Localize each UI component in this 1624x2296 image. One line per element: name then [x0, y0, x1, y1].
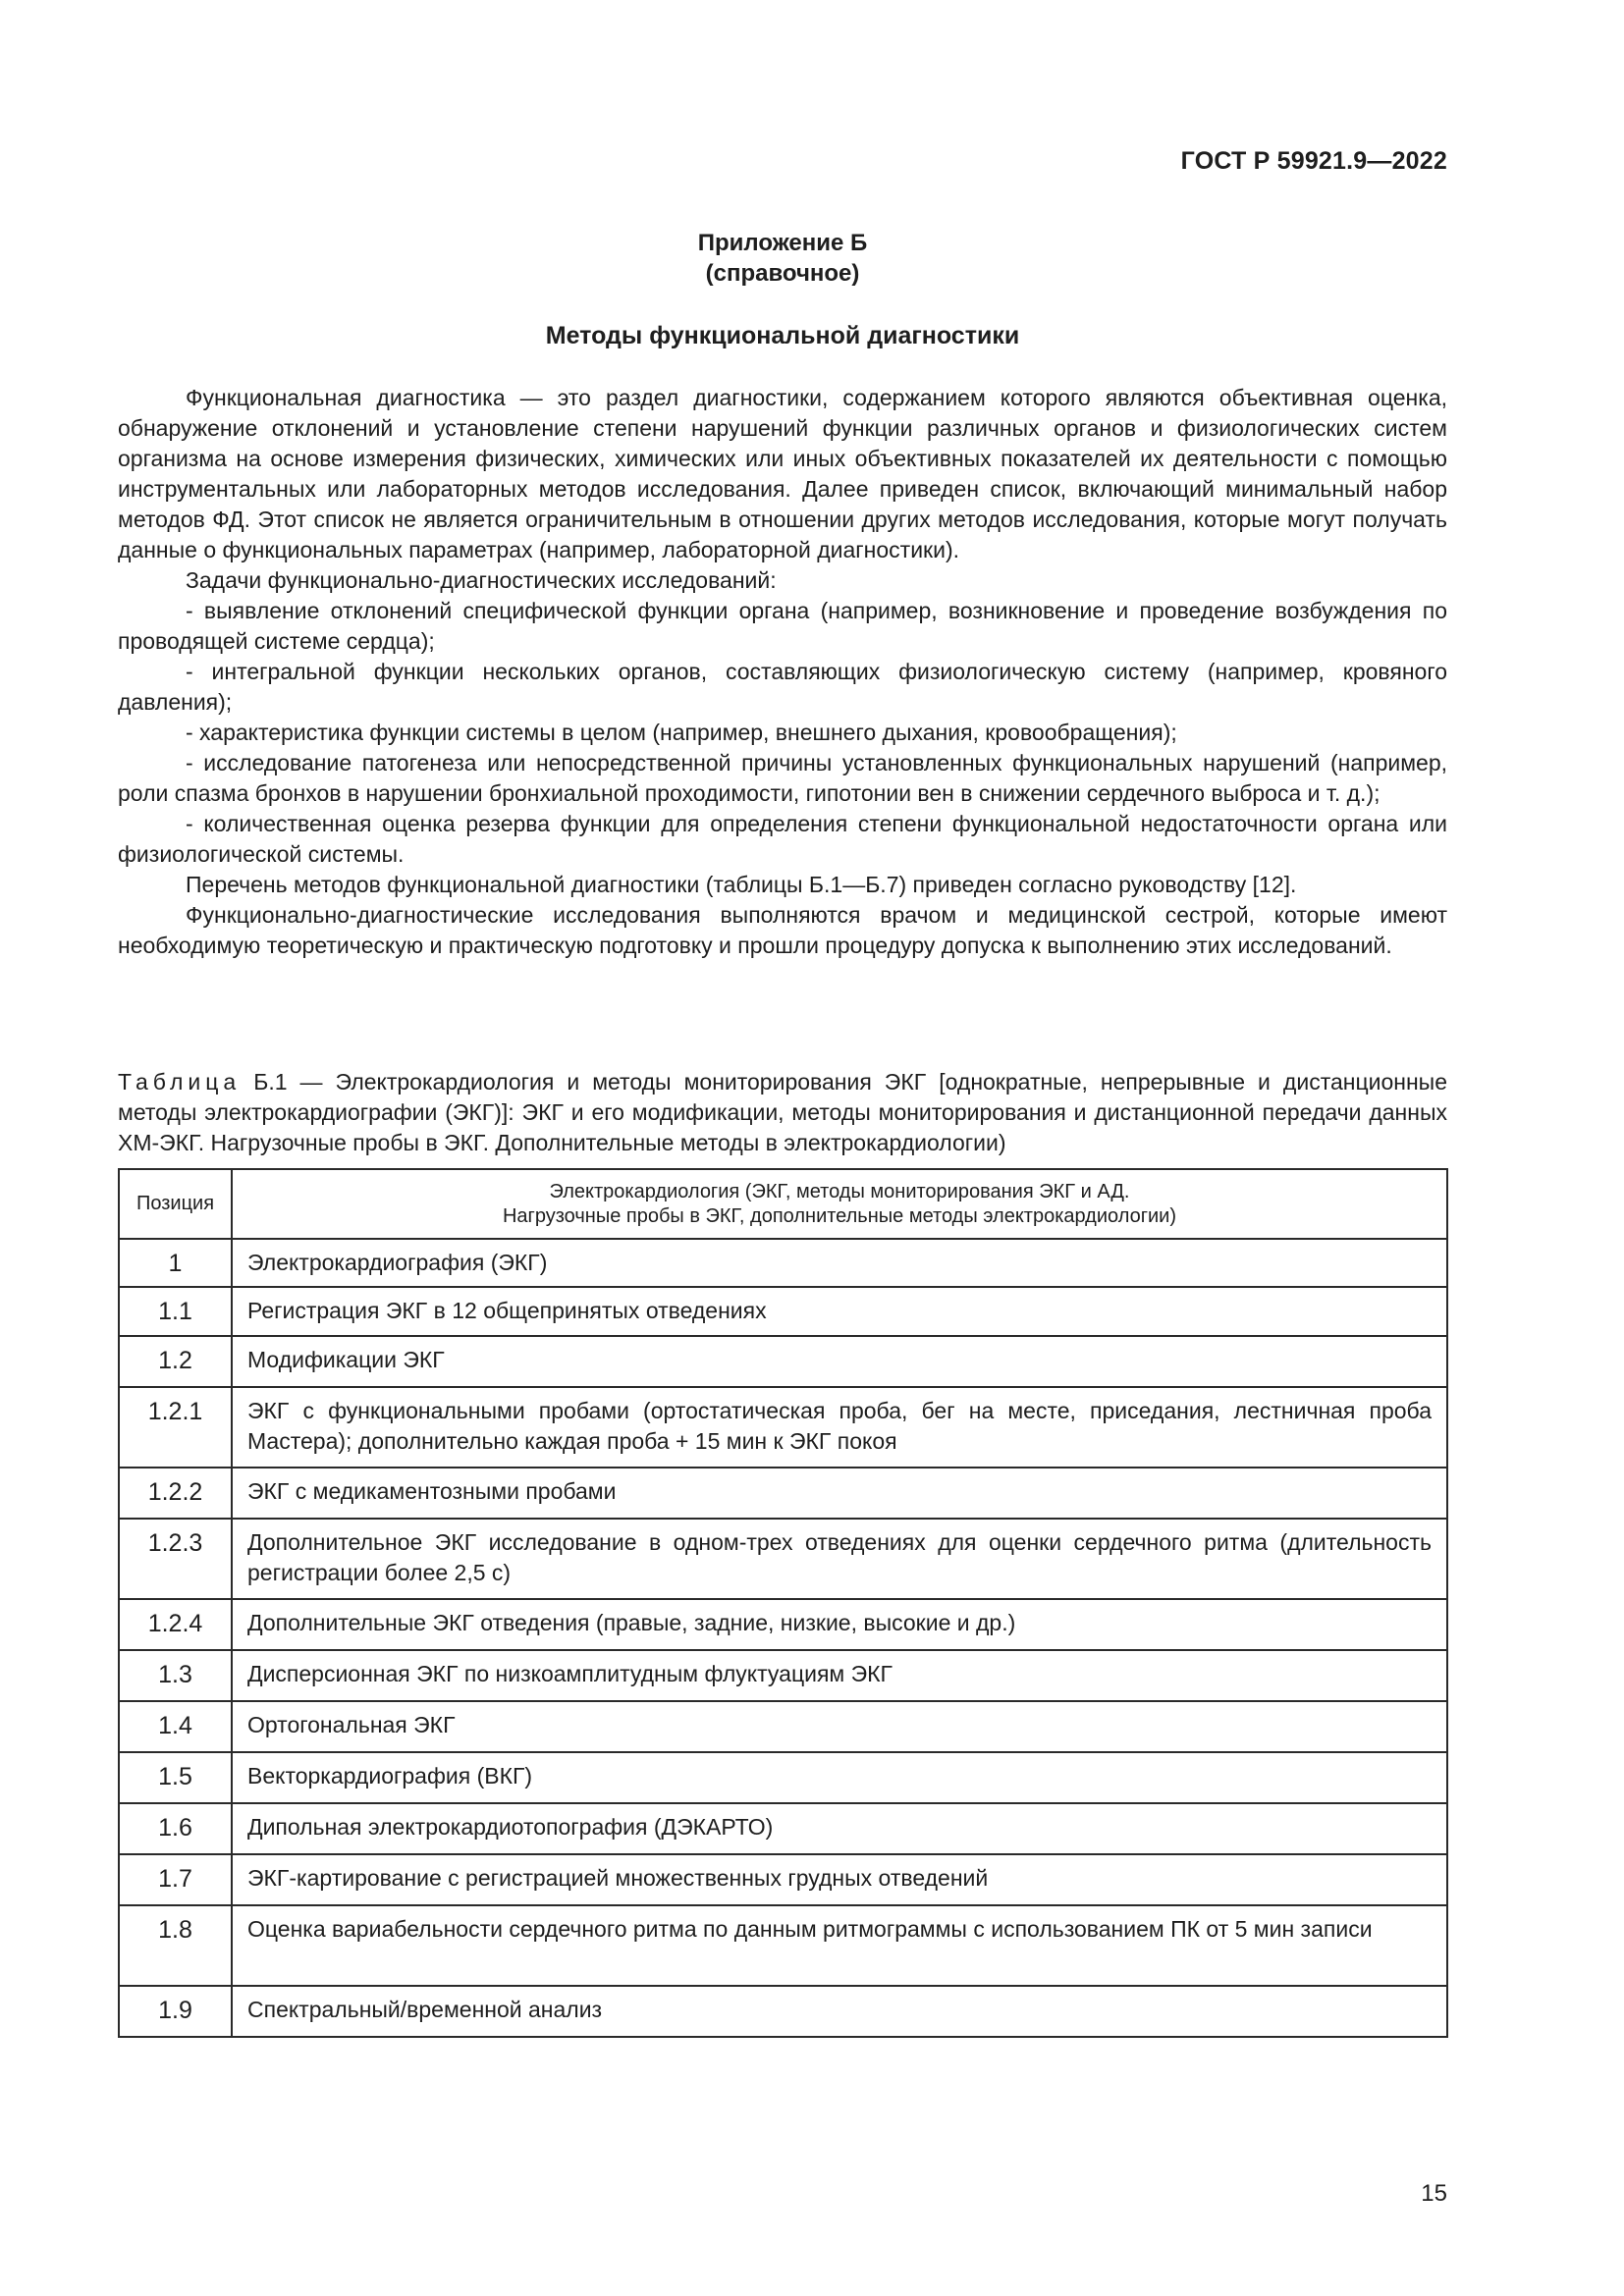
- page-number: 15: [1421, 2180, 1447, 2207]
- methods-table: [118, 1168, 1448, 2038]
- paragraph-intro: Функциональная диагностика — это раздел диагностики, содержанием которого являются объективная оценка, обнаружение отклонений и установление степени нарушений функции различных органов и физиологических систем организма на основе измерения физических, химических или иных объективных показателей их деятельности с помощью инструментальных или лабораторных методов исследования. Далее приведен список, включающий минимальный набор методов ФД. Этот список не является ограничительным в отношении других методов исследования, которые могут получать данные о функциональных параметрах (например, лабораторной диагностики).: [118, 385, 1447, 562]
- position-cell: 1.2.3: [119, 1519, 232, 1599]
- table-row: [119, 1468, 1447, 1519]
- method-cell: Ортогональная ЭКГ: [232, 1701, 1447, 1752]
- position-cell: 1.1: [119, 1287, 232, 1336]
- method-cell: Векторкардиография (ВКГ): [232, 1752, 1447, 1803]
- position-cell: 1.2: [119, 1336, 232, 1387]
- appendix-title: Приложение Б: [697, 230, 868, 256]
- method-cell: Дисперсионная ЭКГ по низкоамплитудным флуктуациям ЭКГ: [232, 1650, 1447, 1701]
- column-header-title-line: Нагрузочные пробы в ЭКГ, дополнительные методы электрокардиологии): [502, 1204, 1177, 1227]
- position-cell: 1.8: [119, 1905, 232, 1986]
- task-item: - исследование патогенеза или непосредственной причины установленных функциональных нарушений (например, роли спазма бронхов в нарушении бронхиальной проходимости, гипотонии вен в снижении сердечного выброса и т. д.);: [118, 750, 1447, 806]
- position-cell: 1.4: [119, 1701, 232, 1752]
- body-text: [118, 383, 1447, 961]
- position-cell: 1.5: [119, 1752, 232, 1803]
- appendix-heading: [118, 228, 1447, 289]
- table-caption: [118, 1067, 1447, 1158]
- method-cell: ЭКГ с функциональными пробами (ортостатическая проба, бег на месте, приседания, лестничная проба Мастера); дополнительно каждая проба + 15 мин к ЭКГ покоя: [232, 1387, 1447, 1468]
- table-row: [119, 1650, 1447, 1701]
- position-cell: 1.9: [119, 1986, 232, 2037]
- paragraph-methods-list: Перечень методов функциональной диагностики (таблицы Б.1—Б.7) приведен согласно руководству [12].: [186, 872, 1297, 897]
- table-caption-text: Б.1 — Электрокардиология и методы мониторирования ЭКГ [однократные, непрерывные и дистанционные методы электрокардиографии (ЭКГ)]: ЭКГ и его модификации, методы мониторирования и дистанционной передачи данных ХМ-ЭКГ. Нагрузочные пробы в ЭКГ. Дополнительные методы в электрокардиологии): [118, 1069, 1447, 1155]
- position-cell: 1.7: [119, 1854, 232, 1905]
- table-caption-label: Таблица: [118, 1069, 242, 1095]
- table-row: [119, 1854, 1447, 1905]
- method-cell: Регистрация ЭКГ в 12 общепринятых отведениях: [232, 1287, 1447, 1336]
- table-row: [119, 1599, 1447, 1650]
- table-row: [119, 1387, 1447, 1468]
- column-header-title-line: Электрокардиология (ЭКГ, методы мониторирования ЭКГ и АД.: [549, 1180, 1130, 1202]
- task-item: - характеристика функции системы в целом (например, внешнего дыхания, кровообращения);: [186, 720, 1177, 745]
- method-cell: Дополнительное ЭКГ исследование в одном-трех отведениях для оценки сердечного ритма (длительность регистрации более 2,5 с): [232, 1519, 1447, 1599]
- table-row: [119, 1752, 1447, 1803]
- table-row: [119, 1239, 1447, 1287]
- position-cell: 1.2.1: [119, 1387, 232, 1468]
- column-header-position: Позиция: [119, 1169, 232, 1239]
- task-item: - выявление отклонений специфической функции органа (например, возникновение и проведение возбуждения по проводящей системе сердца);: [118, 598, 1447, 654]
- position-cell: 1.2.2: [119, 1468, 232, 1519]
- paragraph-staff: Функционально-диагностические исследования выполняются врачом и медицинской сестрой, которые имеют необходимую теоретическую и практическую подготовку и прошли процедуру допуска к выполнению этих исследований.: [118, 902, 1447, 958]
- table-row: [119, 1986, 1447, 2037]
- table-row: [119, 1905, 1447, 1986]
- method-cell: ЭКГ-картирование с регистрацией множественных грудных отведений: [232, 1854, 1447, 1905]
- method-cell: Электрокардиография (ЭКГ): [232, 1239, 1447, 1287]
- method-cell: Модификации ЭКГ: [232, 1336, 1447, 1387]
- position-cell: 1: [119, 1239, 232, 1287]
- task-item: - количественная оценка резерва функции для определения степени функциональной недостаточности органа или физиологической системы.: [118, 811, 1447, 867]
- table-row: [119, 1336, 1447, 1387]
- table-row: [119, 1701, 1447, 1752]
- position-cell: 1.2.4: [119, 1599, 232, 1650]
- section-title: Методы функциональной диагностики: [545, 322, 1020, 349]
- position-cell: 1.6: [119, 1803, 232, 1854]
- method-cell: Оценка вариабельности сердечного ритма по данным ритмограммы с использованием ПК от 5 мин записи: [232, 1905, 1447, 1986]
- appendix-subtitle: (справочное): [705, 260, 860, 287]
- method-cell: ЭКГ с медикаментозными пробами: [232, 1468, 1447, 1519]
- position-cell: 1.3: [119, 1650, 232, 1701]
- table-row: [119, 1287, 1447, 1336]
- task-item: - интегральной функции нескольких органов, составляющих физиологическую систему (например, кровяного давления);: [118, 659, 1447, 715]
- method-cell: Дополнительные ЭКГ отведения (правые, задние, низкие, высокие и др.): [232, 1599, 1447, 1650]
- table-row: [119, 1803, 1447, 1854]
- column-header-title: [232, 1169, 1447, 1239]
- method-cell: Дипольная электрокардиотопография (ДЭКАРТО): [232, 1803, 1447, 1854]
- table-row: [119, 1519, 1447, 1599]
- document-code: ГОСТ Р 59921.9—2022: [1180, 147, 1447, 175]
- paragraph-tasks-heading: Задачи функционально-диагностических исследований:: [186, 567, 777, 593]
- method-cell: Спектральный/временной анализ: [232, 1986, 1447, 2037]
- table-header-row: [119, 1169, 1447, 1239]
